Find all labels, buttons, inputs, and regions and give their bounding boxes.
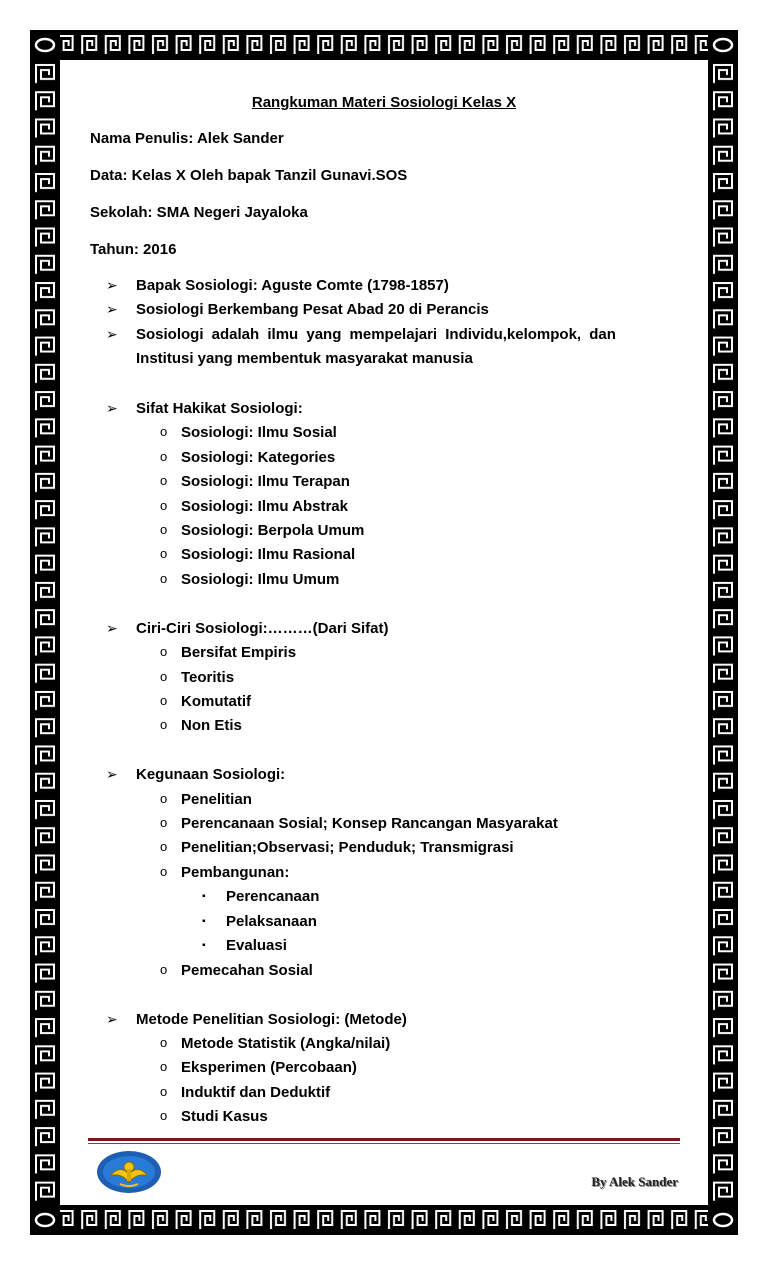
arrow-bullet-icon: ➢ — [106, 400, 118, 416]
greek-key-border-right-icon — [708, 60, 738, 1205]
arrow-bullet-icon: ➢ — [106, 301, 118, 317]
circle-bullet-icon: o — [160, 571, 168, 586]
year-line: Tahun: 2016 — [90, 241, 177, 258]
corner-ring-icon — [708, 1205, 738, 1235]
circle-bullet-icon: o — [160, 864, 168, 879]
circle-bullet-icon: o — [160, 449, 168, 464]
footer-divider-thin — [88, 1143, 680, 1144]
corner-ring-icon — [30, 1205, 60, 1235]
circle-bullet-icon: o — [160, 693, 168, 708]
circle-bullet-icon: o — [160, 1084, 168, 1099]
arrow-bullet-icon: ➢ — [106, 766, 118, 782]
arrow-bullet-icon: ➢ — [106, 1011, 118, 1027]
circle-bullet-icon: o — [160, 644, 168, 659]
square-bullet-icon: ▪ — [202, 940, 206, 951]
square-bullet-icon: ▪ — [202, 916, 206, 927]
document-title: Rangkuman Materi Sosiologi Kelas X — [251, 94, 517, 111]
circle-bullet-icon: o — [160, 546, 168, 561]
document-page: Rangkuman Materi Sosiologi Kelas X Nama Penulis: Alek Sander Data: Kelas X Oleh bapak Tanzil Gunavi.SOS Sekolah: SMA Negeri Jayaloka Tahun: 2016 ➢ Bapak Sosiologi: Aguste Comte (1798-1857) ➢ Sosiologi Berkembang Pesat Abad 20 di Perancis ➢ Sosiologi adalah ilmu yang mempelajari Individu,kelompok, dan Institusi yang membentuk masyarakat manusia ➢ Sifat Hakikat Sosiologi: o Sosiologi: Ilmu Sosial o Sosiologi: Kategories o Sosiologi: Ilmu Terapan o Sosiologi: Ilmu Abstrak o Sosiologi: Berpola Umum o Sosiologi: Ilmu Rasional o Sosiologi: Ilmu Umum ➢ Ciri-Ciri Sosiologi:………(Dari Sifat) o Bersifat Empiris o Teoritis o Komutatif o Non Etis ➢ Kegunaan Sosiologi: o Penelitian o Perencanaan Sosial; Konsep Rancangan Masyarakat o Penelitian;Observasi; Penduduk; Transmigrasi o Pembangunan: ▪ Perencanaan ▪ Pelaksanaan ▪ Evaluasi o Pemecahan Sosial ➢ Metode Penelitian Sosiologi: (Metode) o Metode Statistik (Angka/nilai) o Eksperimen (Percobaan) o Induktif dan Deduktif o Studi Kasus By Alek Sander — [60, 60, 708, 1205]
circle-bullet-icon: o — [160, 791, 168, 806]
school-line: Sekolah: SMA Negeri Jayaloka — [90, 204, 308, 221]
arrow-bullet-icon: ➢ — [106, 326, 118, 342]
greek-key-border-top-icon — [30, 30, 738, 60]
circle-bullet-icon: o — [160, 473, 168, 488]
square-bullet-icon: ▪ — [202, 891, 206, 902]
circle-bullet-icon: o — [160, 1035, 168, 1050]
arrow-bullet-icon: ➢ — [106, 277, 118, 293]
circle-bullet-icon: o — [160, 717, 168, 732]
circle-bullet-icon: o — [160, 669, 168, 684]
circle-bullet-icon: o — [160, 815, 168, 830]
author-byline: By Alek Sander — [591, 1174, 678, 1189]
footer-divider — [88, 1138, 680, 1141]
circle-bullet-icon: o — [160, 1059, 168, 1074]
greek-key-border-bottom-icon — [30, 1205, 738, 1235]
tut-wuri-handayani-emblem-icon — [96, 1150, 162, 1194]
circle-bullet-icon: o — [160, 839, 168, 854]
arrow-bullet-icon: ➢ — [106, 620, 118, 636]
circle-bullet-icon: o — [160, 1108, 168, 1123]
corner-ring-icon — [30, 30, 60, 60]
circle-bullet-icon: o — [160, 522, 168, 537]
circle-bullet-icon: o — [160, 498, 168, 513]
circle-bullet-icon: o — [160, 962, 168, 977]
circle-bullet-icon: o — [160, 424, 168, 439]
author-line: Nama Penulis: Alek Sander — [90, 130, 284, 147]
data-line: Data: Kelas X Oleh bapak Tanzil Gunavi.SOS — [90, 167, 408, 184]
corner-ring-icon — [708, 30, 738, 60]
greek-key-border-left-icon — [30, 60, 60, 1205]
